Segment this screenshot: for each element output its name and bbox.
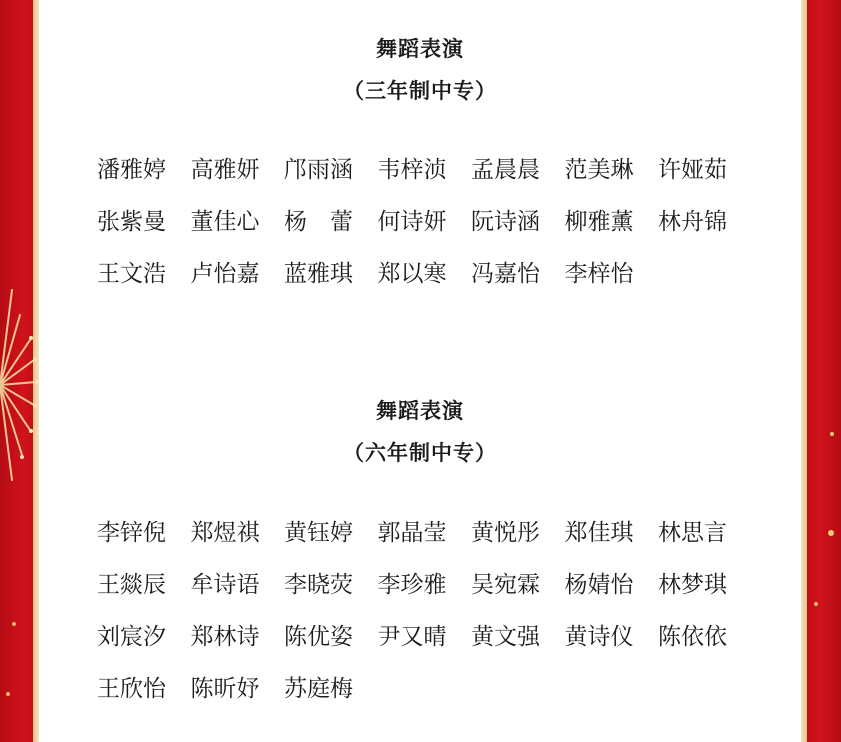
student-name: 郑煜祺 [190, 520, 260, 546]
student-name: 杨 蕾 [284, 209, 353, 235]
student-name: 何诗妍 [377, 209, 447, 235]
section-2-name-list [97, 518, 777, 704]
student-name: 李锌倪 [97, 520, 166, 546]
student-name: 范美琳 [564, 157, 634, 183]
section-1-subtitle: （三年制中专） [343, 79, 497, 103]
student-name: 王文浩 [97, 261, 166, 287]
student-name: 郑佳琪 [564, 520, 634, 546]
student-name: 高雅妍 [190, 157, 260, 183]
student-name: 柳雅薰 [564, 209, 634, 235]
student-name: 张紫曼 [97, 209, 166, 235]
student-name: 郑林诗 [190, 624, 260, 650]
right-red-border [807, 0, 841, 742]
student-name: 苏庭梅 [284, 676, 353, 702]
student-name: 林舟锦 [658, 209, 727, 235]
student-name: 阮诗涵 [471, 209, 540, 235]
section-1-name-list [97, 155, 777, 289]
student-name: 黄悦彤 [471, 520, 540, 546]
student-name: 刘宸汐 [97, 624, 166, 650]
student-name: 卢怡嘉 [190, 261, 260, 287]
student-name: 郭晶莹 [377, 520, 447, 546]
student-name: 李珍雅 [377, 572, 447, 598]
student-name: 王燚辰 [97, 572, 166, 598]
student-name: 冯嘉怡 [471, 261, 540, 287]
student-name: 陈依依 [658, 624, 727, 650]
sparkle-icon [4, 690, 12, 698]
student-name: 尹又晴 [377, 624, 447, 650]
student-name: 林思言 [658, 520, 727, 546]
student-name: 蓝雅琪 [284, 261, 353, 287]
sparkle-icon [826, 528, 836, 538]
student-name: 郑以寒 [377, 261, 447, 287]
student-name: 吴宛霖 [471, 572, 540, 598]
student-name: 林梦琪 [658, 572, 727, 598]
student-name: 黄文强 [471, 624, 540, 650]
student-name: 王欣怡 [97, 676, 166, 702]
student-name: 潘雅婷 [97, 157, 166, 183]
student-name: 韦梓浈 [377, 157, 447, 183]
student-name: 杨婧怡 [564, 572, 634, 598]
student-name: 黄钰婷 [284, 520, 353, 546]
firework-decoration [0, 270, 40, 500]
student-name: 邝雨涵 [284, 157, 353, 183]
student-name: 李晓荧 [284, 572, 353, 598]
student-name: 牟诗语 [190, 572, 260, 598]
section-2-title: 舞蹈表演 [376, 399, 464, 423]
sparkle-icon [10, 620, 18, 628]
section-2-subtitle: （六年制中专） [343, 441, 497, 465]
student-name: 董佳心 [190, 209, 260, 235]
student-name: 黄诗仪 [564, 624, 634, 650]
right-gold-trim [801, 0, 807, 742]
student-name: 陈优姿 [284, 624, 353, 650]
student-name: 许娅茹 [658, 157, 727, 183]
student-name: 李梓怡 [564, 261, 634, 287]
sparkle-icon [812, 600, 820, 608]
section-1-title: 舞蹈表演 [376, 37, 464, 61]
sparkle-icon [828, 430, 836, 438]
student-name: 陈昕妤 [190, 676, 260, 702]
student-name: 孟晨晨 [471, 157, 540, 183]
